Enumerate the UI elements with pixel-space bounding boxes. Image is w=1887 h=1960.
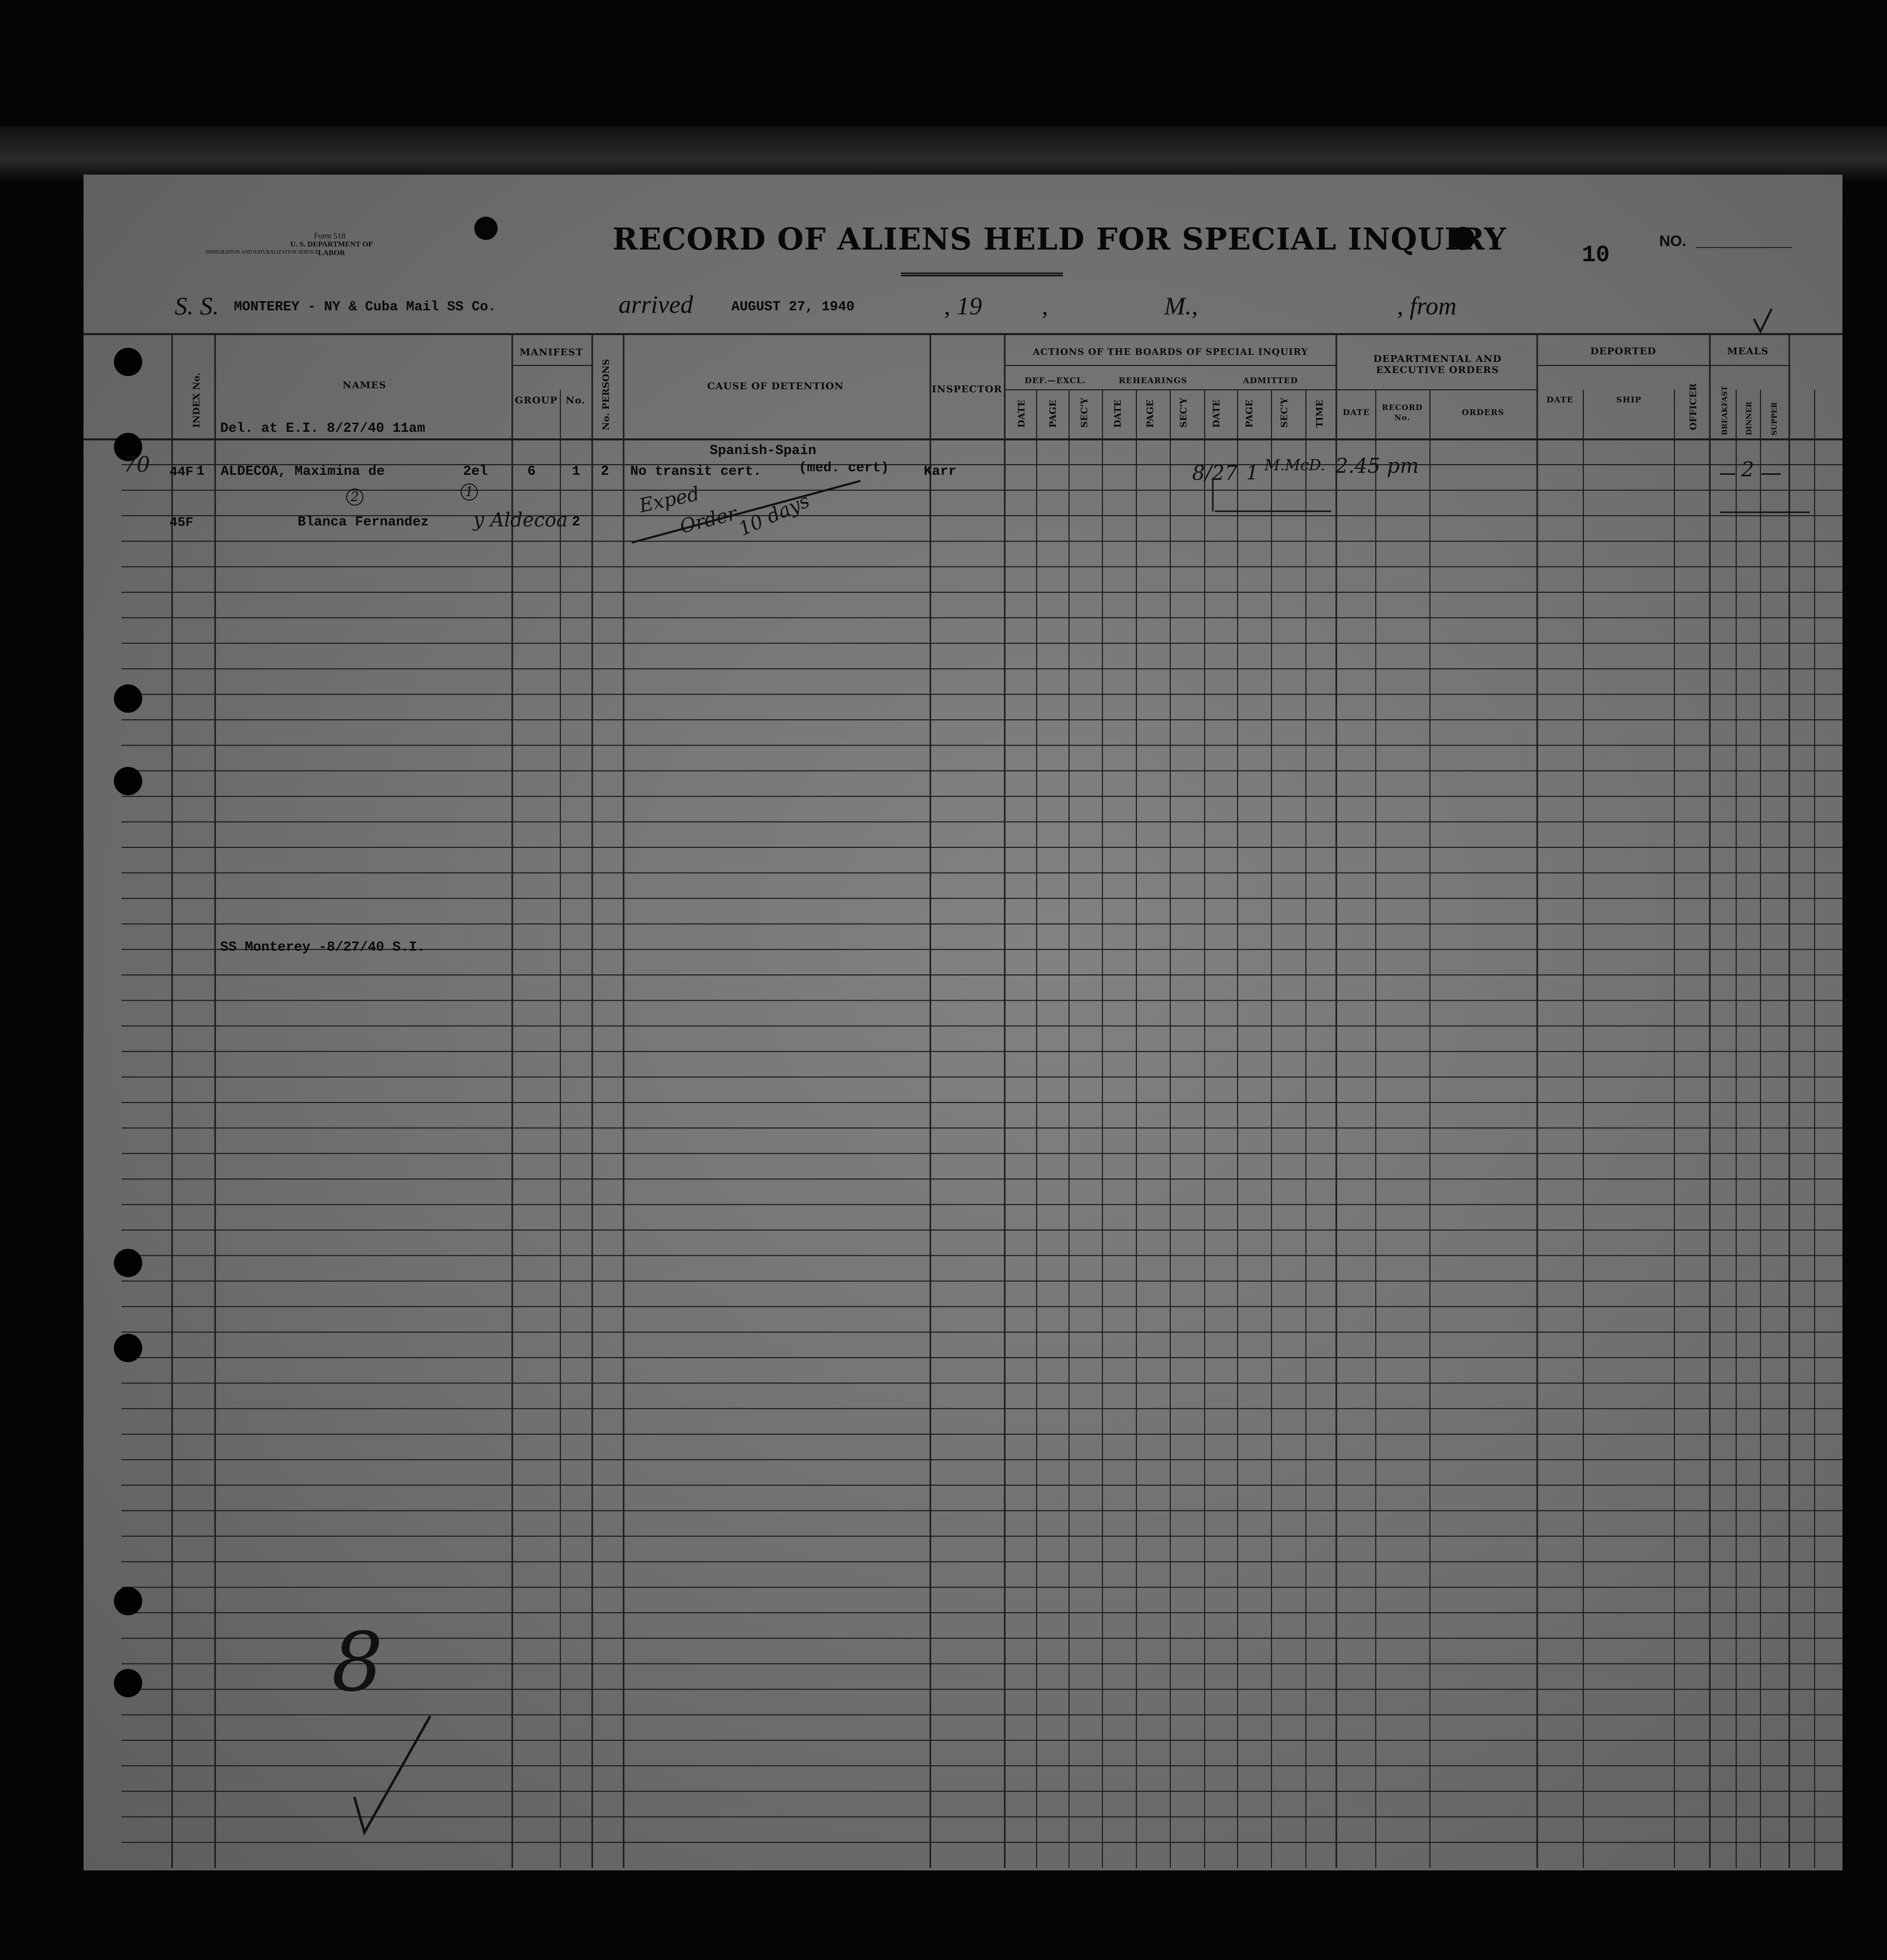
dept-date-header: DATE [1342,407,1370,417]
m-label: M., [1164,292,1198,320]
comma-label: , [1042,292,1048,320]
ship-name: MONTEREY - NY & Cuba Mail SS Co. [234,300,497,315]
punch-hole [114,1587,142,1615]
deported-ship-header: SHIP [1616,395,1642,404]
adm-secy-header: SEC'Y [1279,397,1290,428]
no-label: NO. [1659,233,1687,250]
adm-date-header: DATE [1211,399,1222,428]
def-excl-header: DEF.—EXCL. [1024,376,1086,385]
row1-mark: 70 [123,452,150,477]
deported-date-header: DATE [1546,395,1574,404]
note-line: SS Monterey -8/27/40 S.I. [220,940,426,955]
group-header: GROUP [515,395,558,406]
manifest-header: MANIFEST [519,347,584,358]
breakfast-header: BREAKFAST [1721,386,1729,435]
delivered-note: Del. at E.I. 8/27/40 11am [220,421,426,436]
reh-secy-header: SEC'Y [1178,397,1189,428]
service-label: IMMIGRATION AND NATURALIZATION SERVICE [205,250,319,255]
inspector-header: INSPECTOR [931,384,1003,395]
rehearings-header: REHEARINGS [1119,376,1187,385]
binder-dot-left [474,217,498,240]
punch-hole [114,1334,142,1362]
punch-hole [114,1669,142,1697]
manifest-no-header: No. [565,395,586,406]
deported-header: DEPORTED [1590,346,1657,357]
title-rule [901,275,1063,276]
row1-persons: 2 [601,464,609,479]
def-secy-header: SEC'Y [1079,397,1090,428]
dinner-header: DINNER [1745,401,1753,435]
cause-header: CAUSE OF DETENTION [707,381,844,392]
row1-line: 44F [170,464,193,479]
arrived-label: arrived [619,290,693,318]
row2-hand-name: y Aldecoa [473,509,568,531]
meals-header: MEALS [1727,346,1769,357]
row2-note-days: 10 days [735,489,813,541]
officer-header: OFFICER [1688,383,1699,430]
reh-page-header: PAGE [1145,399,1156,428]
arrival-date: AUGUST 27, 1940 [731,300,855,315]
punch-hole [114,348,142,376]
department-label: U. S. DEPARTMENT OF LABOR [290,240,373,257]
dept-orders-header: DEPARTMENTAL AND EXECUTIVE ORDERS [1373,353,1502,376]
row1-inspector: Karr [924,464,957,479]
row1-age: 2el [463,464,488,479]
margin-mark: 8 [332,1615,383,1709]
punch-hole [114,767,142,795]
names-header: NAMES [342,380,387,391]
row2-line: 45F [170,515,193,530]
year-label: , 19 [944,292,982,320]
row1-meals: 2 [1741,458,1754,481]
row1-admitted-page: 1 [1246,462,1259,484]
admitted-header: ADMITTED [1243,376,1298,385]
meals-dash-right [1761,473,1781,475]
supper-header: SUPPER [1771,402,1779,435]
row1-admitted-date: 8/27 [1192,462,1238,485]
meals-dash-left [1720,473,1735,475]
punch-hole [114,1249,142,1277]
row1-name: ALDECOA, Maximina de [221,464,385,479]
row1-admitted-time: 2.45 pm [1335,455,1419,478]
row2-note-order: Order [677,502,739,538]
ship-prefix: S. S. [175,292,219,320]
row1-index: 1 [196,464,205,479]
row2-circle-a: 2 [346,488,363,506]
row2-name: Blanca Fernandez [298,515,429,530]
row1-manifest-no: 1 [572,464,581,479]
def-date-header: DATE [1016,399,1027,428]
row2-circle-b: 1 [461,483,478,501]
adm-page-header: PAGE [1244,399,1255,428]
def-page-header: PAGE [1048,399,1058,428]
row1-cause: No transit cert. [630,464,762,479]
record-no-header: RECORD No. [1382,403,1423,422]
adm-time-header: TIME [1315,399,1325,428]
form-number-value: 10 [1582,242,1610,268]
actions-header: ACTIONS OF THE BOARDS OF SPECIAL INQUIRY [1033,347,1308,357]
punch-hole [114,684,142,713]
scan-border [0,127,1887,182]
nationality-text: Spanish-Spain [710,443,816,459]
row1-admitted-secy: M.McD. [1264,457,1326,474]
orders-header: ORDERS [1461,407,1505,417]
reh-date-header: DATE [1113,399,1123,428]
no-persons-header: No. PERSONS [601,358,611,430]
index-no-header: INDEX No. [191,373,202,428]
no-underline [1696,247,1792,248]
row2-persons: 2 [572,515,581,530]
row1-group: 6 [527,464,536,479]
from-label: , from [1397,292,1457,320]
row1-cause-extra: (med. cert) [799,461,889,476]
form-title: RECORD OF ALIENS HELD FOR SPECIAL INQUIRY [612,222,1506,257]
form-number: Form 518 [314,232,346,240]
row2-note-exped: Exped [637,482,702,517]
